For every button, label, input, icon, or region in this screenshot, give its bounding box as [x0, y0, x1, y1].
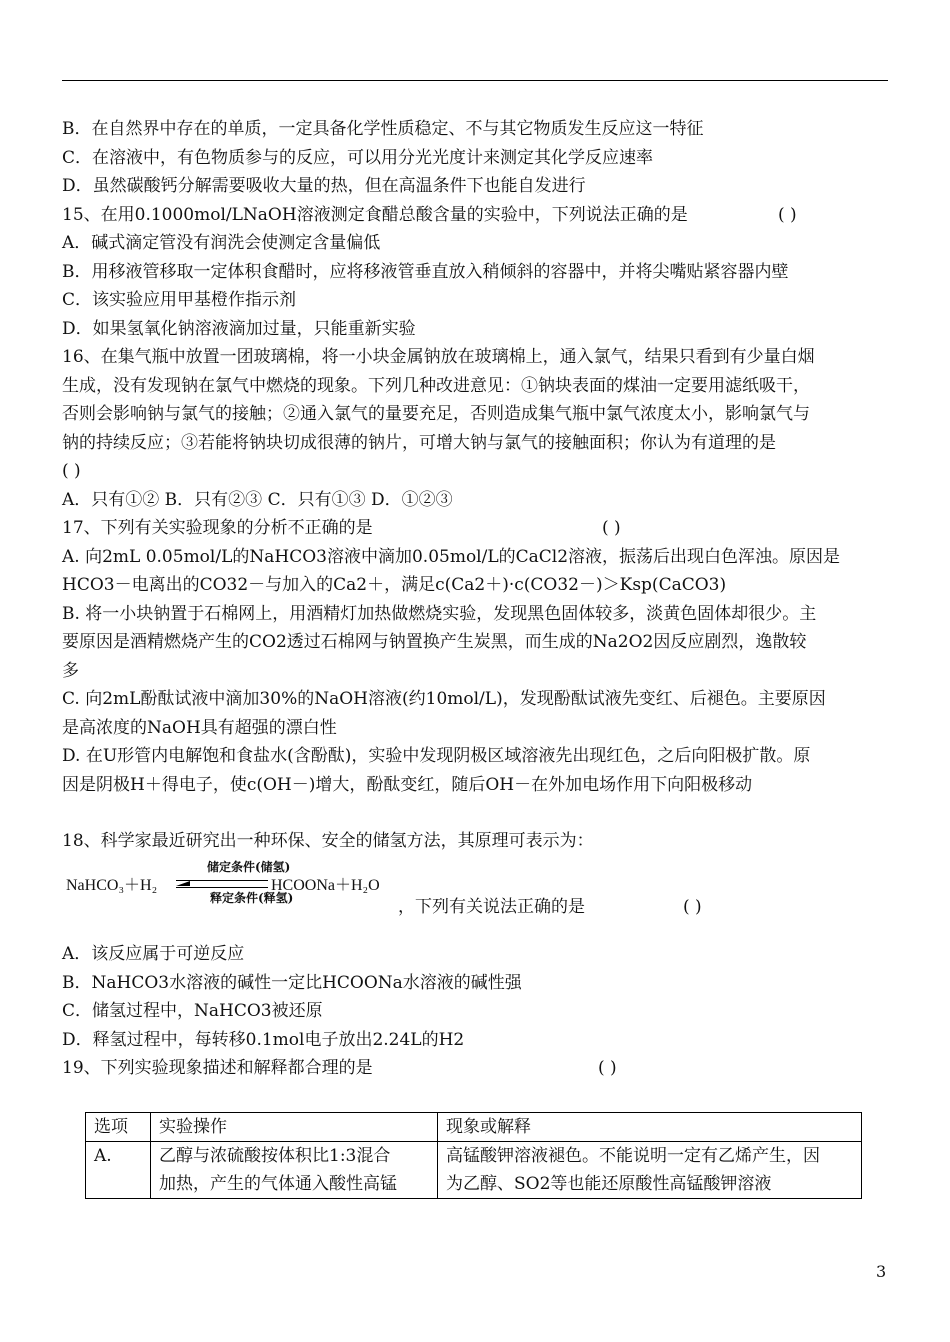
q16-line-4: 钠的持续反应；③若能将钠块切成很薄的钠片，可增大钠与氯气的接触面积；你认为有道理的是	[62, 433, 776, 453]
q15-option-a: A．碱式滴定管没有润洗会使测定含量偏低	[62, 233, 381, 253]
q17-stem: 17、下列有关实验现象的分析不正确的是	[62, 518, 373, 538]
q17-line: D. 在U形管内电解饱和食盐水(含酚酞)，实验中发现阴极区域溶液先出现红色，之后向阳极扩散。原	[62, 746, 811, 766]
table-cell-operation	[151, 1142, 438, 1199]
q16-options: A．只有①② B．只有②③ C．只有①③ D．①②③	[62, 490, 453, 510]
q14-option-c: C．在溶液中，有色物质参与的反应，可以用分光光度计来测定其化学反应速率	[62, 148, 654, 168]
q16-line-2: 生成，没有发现钠在氯气中燃烧的现象。下列几种改进意见：①钠块表面的煤油一定要用滤纸吸干，	[62, 376, 810, 396]
q15-option-c: C．该实验应用甲基橙作指示剂	[62, 290, 297, 310]
q18-option-c: C．储氢过程中，NaHCO3被还原	[62, 1001, 323, 1021]
q16-line-1: 16、在集气瓶中放置一团玻璃棉，将一小块金属钠放在玻璃棉上，通入氯气，结果只看到有少量白烟	[62, 347, 815, 367]
q18-eq-reverse-arrow	[176, 887, 268, 888]
q19-answer-paren: ( )	[598, 1058, 617, 1078]
table-cell-explanation-line: 为乙醇、SO2等也能还原酸性高锰酸钾溶液	[446, 1174, 772, 1194]
table-cell-operation-line: 加热，产生的气体通入酸性高锰	[159, 1174, 397, 1194]
q17-line: 是高浓度的NaOH具有超强的漂白性	[62, 718, 337, 738]
table-header-option: 选项	[86, 1113, 151, 1142]
page-number: 3	[876, 1262, 887, 1281]
q15-option-d: D．如果氢氧化钠溶液滴加过量，只能重新实验	[62, 319, 416, 339]
q16-answer-paren: ( )	[62, 461, 81, 481]
q18-stem: 18、科学家最近研究出一种环保、安全的储氢方法，其原理可表示为：	[62, 831, 594, 851]
q17-line: 多	[62, 661, 79, 681]
table-cell-explanation-line: 高锰酸钾溶液褪色。不能说明一定有乙烯产生，因	[446, 1146, 820, 1166]
table-header-operation: 实验操作	[151, 1113, 438, 1142]
table-cell-operation-line: 乙醇与浓硫酸按体积比1:3混合	[159, 1146, 391, 1166]
q18-eq-products: HCOONa＋H₂O	[271, 877, 380, 894]
q18-option-d: D．释氢过程中，每转移0.1mol电子放出2.24L的H2	[62, 1030, 465, 1050]
q18-eq-condition-top: 储定条件(储氢)	[207, 860, 291, 874]
table-cell-option: A.	[86, 1142, 151, 1199]
table-row	[86, 1142, 862, 1199]
q16-line-3: 否则会影响钠与氯气的接触；②通入氯气的量要充足，否则造成集气瓶中氯气浓度太小，影响氯气与	[62, 404, 810, 424]
arrowhead-icon	[176, 881, 190, 886]
q18-option-b: B．NaHCO3水溶液的碱性一定比HCOONa水溶液的碱性强	[62, 973, 522, 993]
q15-option-b: B．用移液管移取一定体积食醋时，应将移液管垂直放入稍倾斜的容器中，并将尖嘴贴紧容器内壁	[62, 262, 789, 282]
table-header-row	[86, 1113, 862, 1142]
table-header-explanation: 现象或解释	[438, 1113, 862, 1142]
q18-eq-reactants: NaHCO₃＋H₂	[66, 877, 158, 894]
header-rule	[62, 80, 888, 81]
q18-stem-tail: ，下列有关说法正确的是	[398, 897, 585, 917]
q17-line: 因是阴极H＋得电子，使c(OH－)增大，酚酞变红，随后OH－在外加电场作用下向阳极移动	[62, 775, 753, 795]
q17-line: B. 将一小块钠置于石棉网上，用酒精灯加热做燃烧实验，发现黑色固体较多，淡黄色固体却很少。主	[62, 604, 817, 624]
q18-eq-condition-bottom: 释定条件(释氢)	[210, 891, 294, 905]
q15-answer-paren: ( )	[778, 205, 797, 225]
q17-line: C. 向2mL酚酞试液中滴加30%的NaOH溶液(约10mol/L)，发现酚酞试液先变红、后褪色。主要原因	[62, 689, 826, 709]
q17-line: A. 向2mL 0.05mol/L的NaHCO3溶液中滴加0.05mol/L的CaCl2溶液，振荡后出现白色浑浊。原因是	[62, 547, 841, 567]
q19-stem: 19、下列实验现象描述和解释都合理的是	[62, 1058, 373, 1078]
q17-line: HCO3－电离出的CO32－与加入的Ca2＋，满足c(Ca2＋)·c(CO32－)＞Ksp(CaCO3)	[62, 575, 727, 595]
q17-line: 要原因是酒精燃烧产生的CO2透过石棉网与钠置换产生炭黑，而生成的Na2O2因反应剧烈，逸散较	[62, 632, 807, 652]
q17-answer-paren: ( )	[602, 518, 621, 538]
q15-stem: 15、在用0.1000mol/LNaOH溶液测定食醋总酸含量的实验中，下列说法正确的是	[62, 205, 688, 225]
q19-table	[85, 1112, 862, 1199]
table-cell-explanation	[438, 1142, 862, 1199]
q14-option-d: D．虽然碳酸钙分解需要吸收大量的热，但在高温条件下也能自发进行	[62, 176, 586, 196]
q18-answer-paren: ( )	[683, 897, 702, 917]
q14-option-b: B．在自然界中存在的单质，一定具备化学性质稳定、不与其它物质发生反应这一特征	[62, 119, 704, 139]
q18-option-a: A．该反应属于可逆反应	[62, 944, 245, 964]
